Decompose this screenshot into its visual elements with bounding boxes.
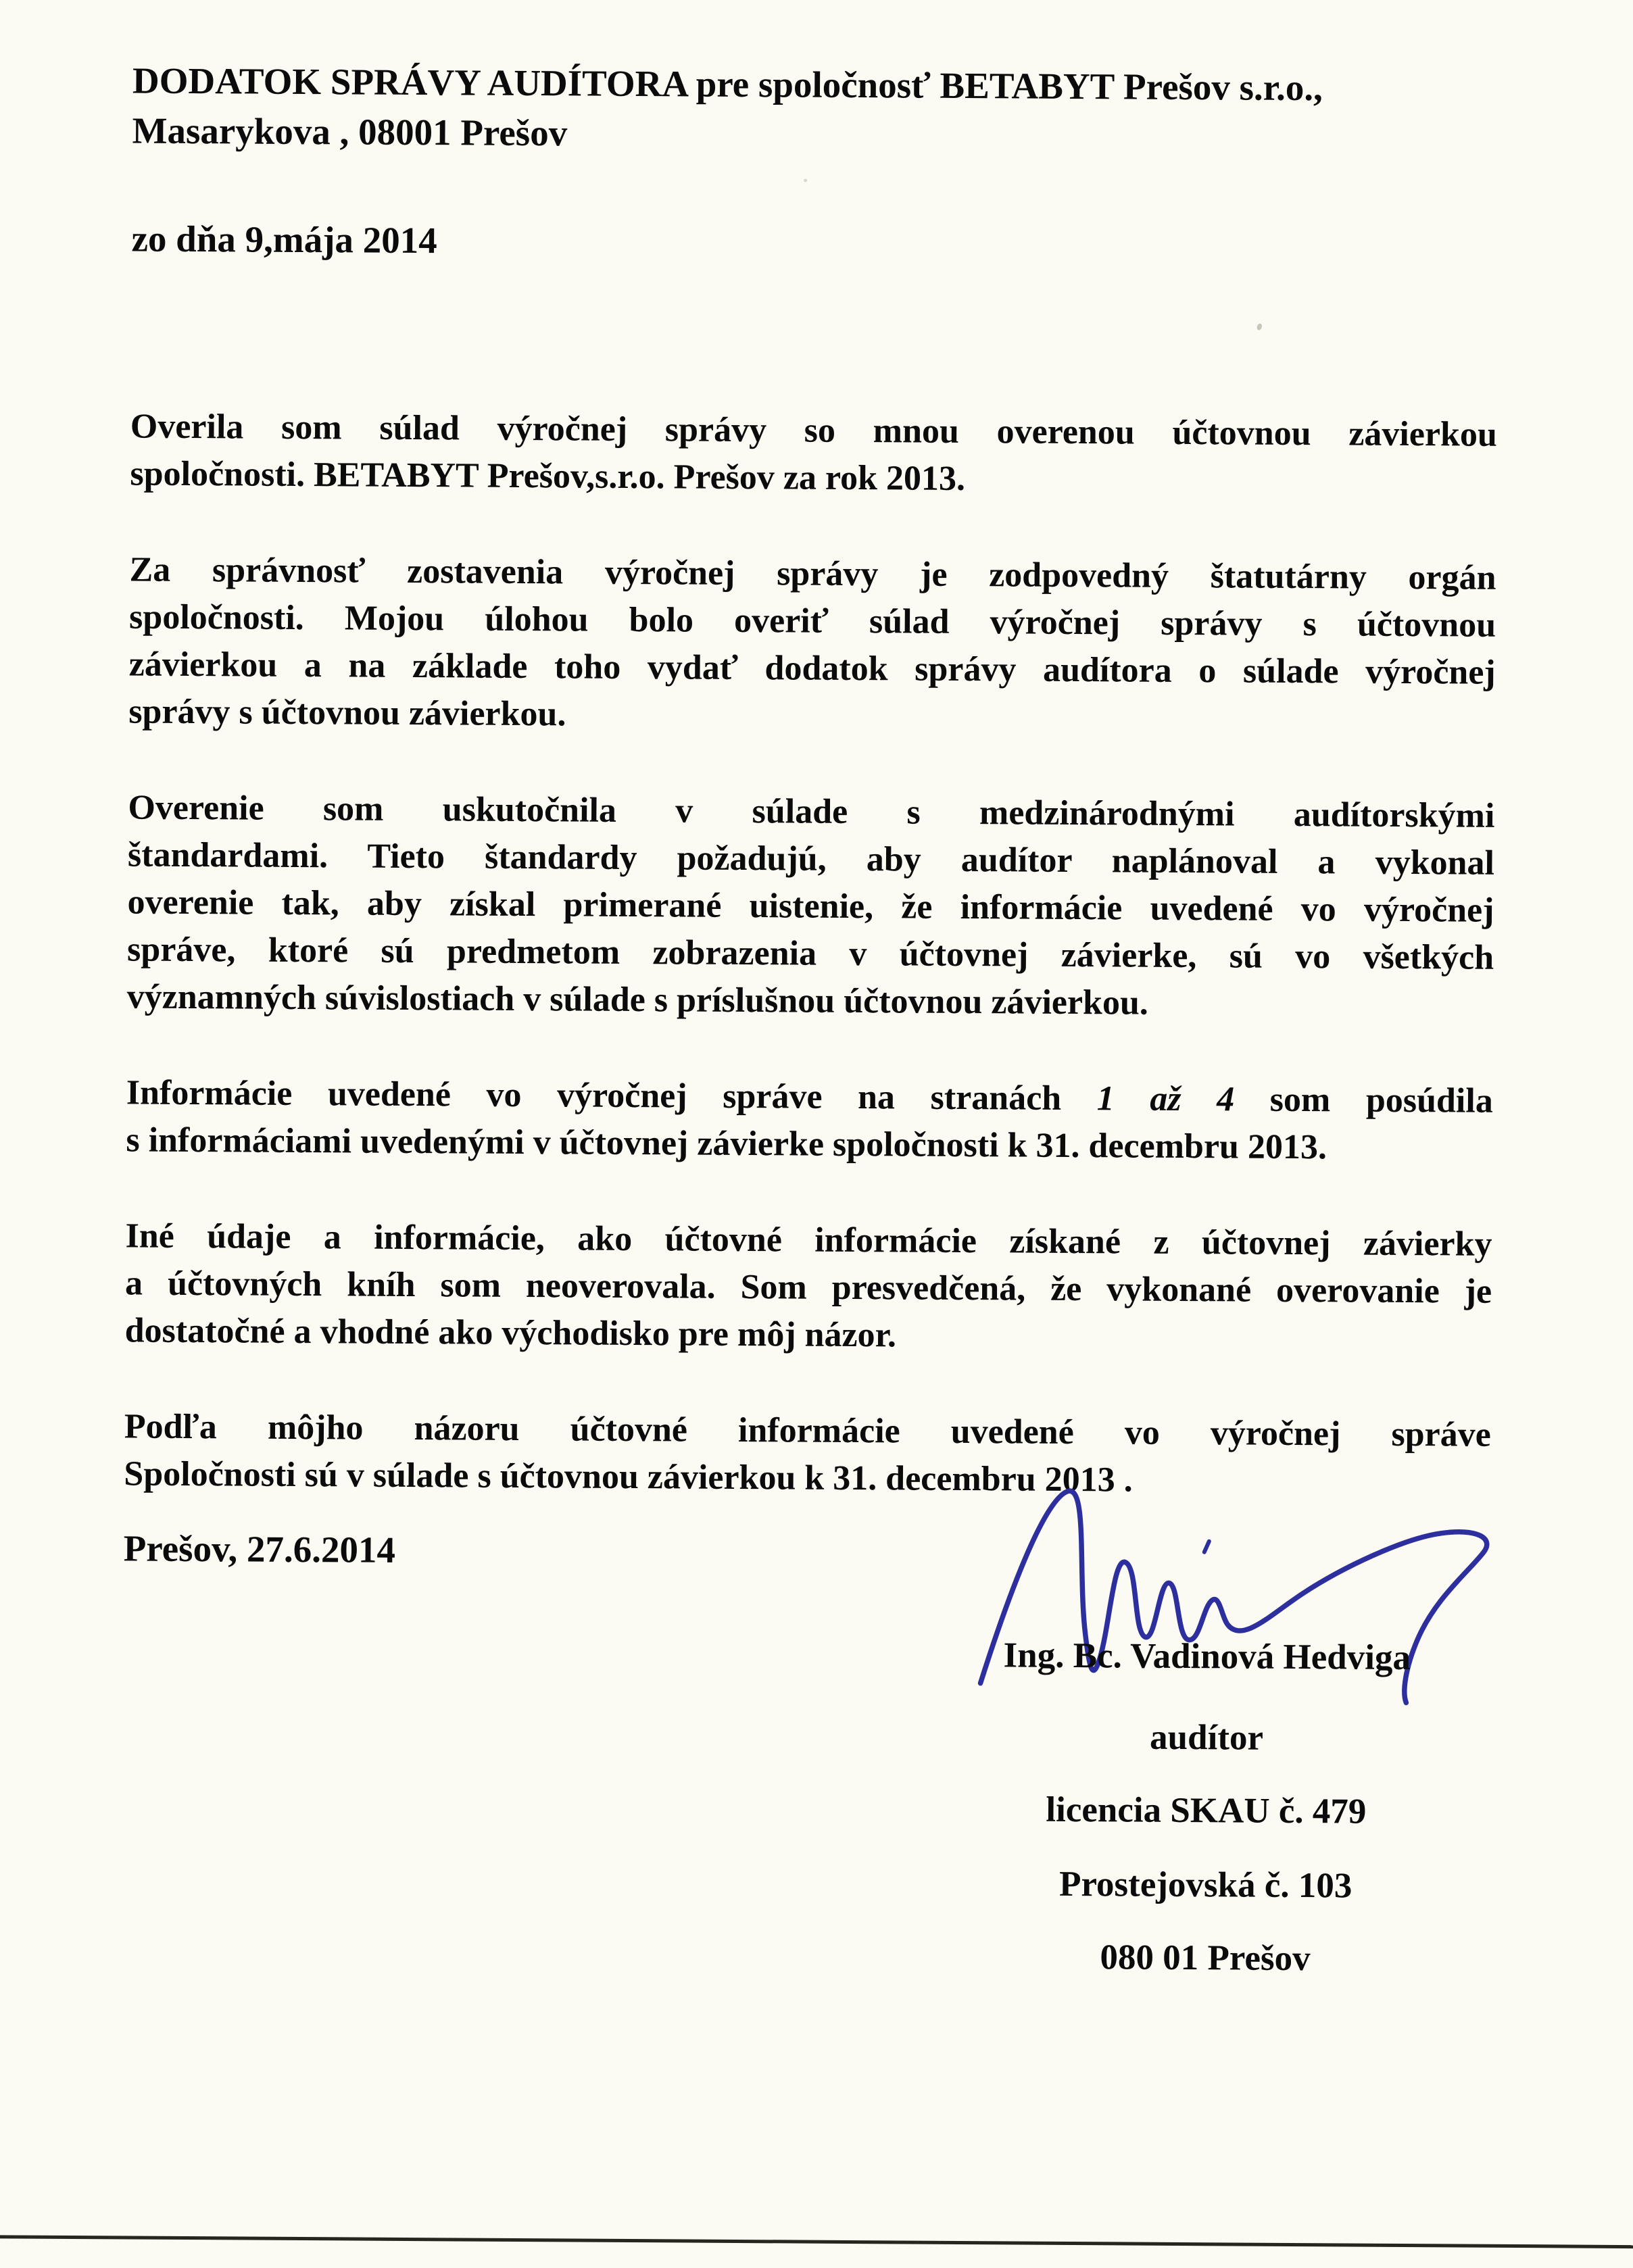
signatory-street: Prostejovská č. 103: [1058, 1864, 1352, 1906]
document-title: [132, 55, 1535, 164]
text-segment: spoločnosti. BETABYT Prešov,s.r.o. Prešov za rok 2013.: [130, 454, 966, 499]
text-segment: dostatočné a vhodné ako východisko pre môj názor.: [124, 1311, 897, 1355]
text-segment: som posúdila: [1234, 1080, 1493, 1120]
text-segment: významných súvislostiach v súlade s príslušnou účtovnou závierkou.: [126, 977, 1149, 1022]
text-segment: s informáciami uvedenými v účtovnej závierke spoločnosti k 31. decembru 2013.: [126, 1120, 1327, 1167]
scan-speck: [1256, 323, 1263, 331]
paragraphs: [124, 403, 1497, 1554]
text-segment: spoločnosti. Mojou úlohou bolo overiť súlad výročnej správy s účtovnou: [128, 597, 1496, 645]
text-line: [129, 593, 1496, 649]
title-line-1: DODATOK SPRÁVY AUDÍTORA pre spoločnosť BETABYT Prešov s.r.o.,: [132, 59, 1323, 109]
text-line: [127, 973, 1494, 1029]
text-line: [129, 641, 1496, 696]
text-segment: Informácie uvedené vo výročnej správe na stranách: [126, 1073, 1097, 1118]
paragraph: [126, 1069, 1493, 1172]
text-line: [128, 688, 1495, 743]
text-line: [125, 1260, 1492, 1315]
text-segment: správy s účtovnou závierkou.: [128, 692, 566, 734]
signatory-city: 080 01 Prešov: [1100, 1938, 1311, 1979]
paragraph: [130, 403, 1497, 506]
signatory-license: licencia SKAU č. 479: [1046, 1790, 1367, 1831]
text-segment: Spoločnosti sú v súlade s účtovnou závierkou k 31. decembru 2013 .: [124, 1454, 1133, 1500]
text-segment: Za správnosť zostavenia výročnej správy je zodpovedný štatutárny orgán: [129, 550, 1496, 597]
signatory-name: Ing. Bc. Vadinová Hedviga: [1003, 1635, 1411, 1678]
text-segment: a účtovných kníh som neoverovala. Som presvedčená, že vykonané overovanie je: [124, 1264, 1492, 1311]
text-segment: Overenie som uskutočnila v súlade s medzinárodnými audítorskými: [128, 788, 1495, 835]
text-segment: overenie tak, aby získal primerané uistenie, že informácie uvedené vo výročnej: [127, 883, 1494, 930]
text-segment: Iné údaje a informácie, ako účtovné informácie získané z účtovnej závierky: [125, 1216, 1492, 1264]
text-line: [128, 831, 1494, 887]
place-date-line: Prešov, 27.6.2014: [123, 1527, 396, 1571]
text-segment: Podľa môjho názoru účtovné informácie uvedené vo výročnej správe: [124, 1407, 1491, 1454]
text-line: [124, 1307, 1491, 1362]
scan-speck: [804, 179, 807, 182]
text-line: [130, 450, 1496, 506]
title-line-2: Masarykova , 08001 Prešov: [132, 109, 568, 154]
text-line: [127, 879, 1494, 934]
text-segment: štandardami. Tieto štandardy požadujú, aby audítor naplánoval a vykonal: [127, 835, 1495, 883]
signature-block: [931, 1631, 1481, 1983]
text-line: [124, 1403, 1491, 1458]
italic-text-segment: 1 až 4: [1096, 1079, 1235, 1119]
text-line: [130, 403, 1497, 458]
text-line: [126, 1116, 1492, 1172]
text-line: [127, 926, 1494, 981]
text-line: [128, 784, 1494, 839]
text-line: [126, 1069, 1493, 1125]
paragraph: [128, 546, 1496, 743]
text-segment: závierkou a na základe toho vydať dodatok správy audítora o súlade výročnej: [128, 645, 1496, 692]
signatory-role: audítor: [1149, 1717, 1264, 1758]
text-segment: správe, ktoré sú predmetom zobrazenia v účtovnej závierke, sú vo všetkých: [126, 930, 1494, 977]
paragraph: [124, 1212, 1492, 1362]
issue-date-line: zo dňa 9,mája 2014: [131, 218, 437, 262]
text-line: [129, 546, 1496, 601]
paragraph: [127, 784, 1495, 1029]
text-line: [125, 1212, 1492, 1268]
scan-speck: [167, 1327, 170, 1331]
text-segment: Overila som súlad výročnej správy so mnou overenou účtovnou závierkou: [130, 407, 1498, 454]
signature-dot: [1204, 1542, 1209, 1552]
scanner-edge-line: [0, 2235, 1633, 2248]
